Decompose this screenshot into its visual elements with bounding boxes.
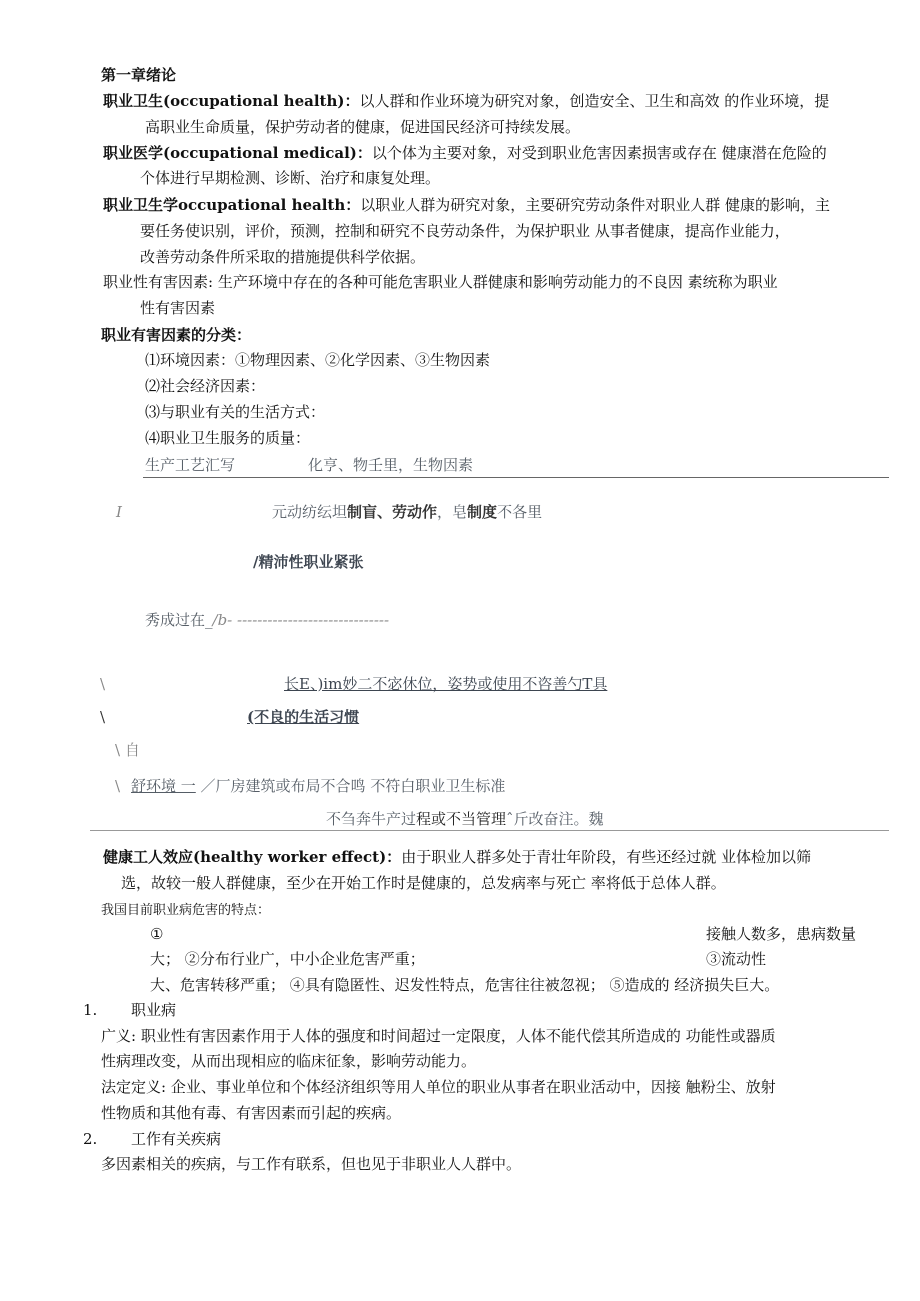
classification-item: ⑷职业卫生服务的质量：: [145, 429, 311, 447]
diagram-row9: [326, 809, 604, 829]
paragraph-line: 性病理改变，从而出现相应的临床征象，影响劳动能力。: [101, 1052, 477, 1070]
feature-text: 接触人数多，患病数量: [706, 925, 857, 943]
diagram-dashes: /b- ------------------------------: [212, 611, 390, 629]
diagram-text: 元动纺纭坦: [272, 503, 348, 521]
diagram-row8: [131, 776, 505, 796]
diagram-text: 不各里: [497, 503, 543, 521]
definition-text: 高职业生命质量，保护劳动者的健康，促进国民经济可持续发展。: [145, 118, 581, 136]
definition-text: 以人群和作业环境为研究对象，创造安全、卫生和高效 的作业环境，提: [359, 92, 830, 110]
healthy-worker-effect: [103, 847, 811, 867]
diagram-row5: 长E、)im妙二不宓休位，姿势或使用不咨善勺T具: [284, 675, 608, 693]
diagram-mark: \: [100, 675, 106, 693]
definition-text: 由于职业人群多处于青壮年阶段，有些还经过就 业体检加以筛: [401, 848, 811, 866]
definition-occupational-medical: [103, 143, 827, 163]
diagram-row6: (不良的生活习惯: [247, 708, 360, 726]
definition-text: 选，故较一般人群健康，至少在开始工作时是健康的，总发病率与死亡 率将低于总体人群。: [121, 874, 726, 892]
chapter-title: 第一章绪论: [101, 66, 177, 84]
diagram-row3: /精沛性职业紧张: [253, 553, 364, 571]
definition-occupational-health-science: [103, 195, 830, 215]
definition-text: 改善劳动条件所采取的措施提供科学依据。: [140, 248, 426, 266]
definition-text: 要任务使识别，评价，预测，控制和研究不良劳动条件，为保护职业 从事者健康，提高作业能力，: [140, 222, 790, 240]
diagram-text: 制盲、劳动作: [347, 503, 438, 521]
classification-item: ⑶与职业有关的生活方式：: [145, 403, 326, 421]
diagram-row7: \ 自: [115, 741, 140, 759]
section-title: 工作有关疾病: [131, 1130, 222, 1148]
section-title: 职业病: [131, 1001, 177, 1019]
paragraph-line: 多因素相关的疾病，与工作有联系，但也见于非职业人人群中。: [101, 1155, 522, 1173]
paragraph-line: 法定定义: 企业、事业单位和个体经济组织等用人单位的职业从事者在职业活动中，因接 触粉尘、放射: [101, 1078, 776, 1096]
diagram-row1-right: 化亨、物壬里，生物因素: [308, 456, 474, 474]
feature-text: ①: [150, 925, 164, 943]
diagram-text: 秀成过在_: [145, 611, 213, 629]
features-heading: 我国目前职业病危害的特点：: [101, 903, 271, 918]
section-number: 1.: [83, 1001, 98, 1019]
definition-occupational-hazards: [103, 272, 778, 292]
divider: [143, 477, 889, 478]
classification-item: ⑵社会经济因素：: [145, 377, 266, 395]
definition-text: 以职业人群为研究对象，主要研究劳动条件对职业人群 健康的影响，主: [360, 196, 831, 214]
diagram-row4: [145, 610, 389, 630]
term: 职业卫生学occupational health：: [103, 196, 361, 214]
definition-occupational-health: [103, 91, 829, 111]
diagram-mark: \: [100, 708, 106, 726]
term: 职业医学(occupational medical)：: [103, 144, 372, 162]
feature-text: 大； ②分布行业广，中小企业危害严重；: [150, 950, 425, 968]
term: 职业卫生(occupational health)：: [103, 92, 360, 110]
paragraph-line: 性物质和其他有毒、有害因素而引起的疾病。: [101, 1104, 402, 1122]
definition-text: 个体进行早期检测、诊断、治疗和康复处理。: [140, 169, 441, 187]
definition-text: 性有害因素: [140, 299, 216, 317]
diagram-text: ／厂房建筑或布局不合鸣 不符白职业卫生标准: [195, 777, 506, 795]
diagram-text: ˆ斤改奋注。魏: [506, 810, 604, 828]
definition-text: 生产环境中存在的各种可能危害职业人群健康和影响劳动能力的不良因 素统称为职业: [213, 273, 778, 291]
diagram-text: ，皂: [437, 503, 468, 521]
term: 健康工人效应(healthy worker effect)：: [103, 848, 402, 866]
diagram-mark: I: [116, 503, 122, 521]
diagram-row1-left: 生产工艺汇写: [145, 456, 236, 474]
diagram-text: 制度: [467, 503, 498, 521]
diagram-text: 不刍奔牛产过: [326, 810, 417, 828]
feature-text: 大、危害转移严重； ④具有隐匿性、迟发性特点，危害往往被忽视； ⑤造成的 经济损失巨大。: [150, 976, 780, 994]
classification-item: ⑴环境因素：①物理因素、②化学因素、③生物因素: [145, 351, 491, 369]
section-number: 2.: [83, 1130, 98, 1148]
diagram-mark: \: [115, 777, 121, 795]
diagram-row2: [272, 502, 542, 522]
feature-text: ③流动性: [706, 950, 767, 968]
term: 职业性有害因素:: [103, 273, 214, 291]
definition-text: 以个体为主要对象，对受到职业危害因素损害或存在 健康潜在危险的: [371, 144, 827, 162]
classification-heading: 职业有害因素的分类：: [101, 326, 252, 344]
paragraph-line: 广义: 职业性有害因素作用于人体的强度和时间超过一定限度，人体不能代偿其所造成的 功能性或器质: [101, 1027, 776, 1045]
diagram-text: 程或不当管理: [416, 810, 507, 828]
diagram-text: 舒环境 一: [131, 777, 196, 795]
divider: [90, 830, 889, 831]
